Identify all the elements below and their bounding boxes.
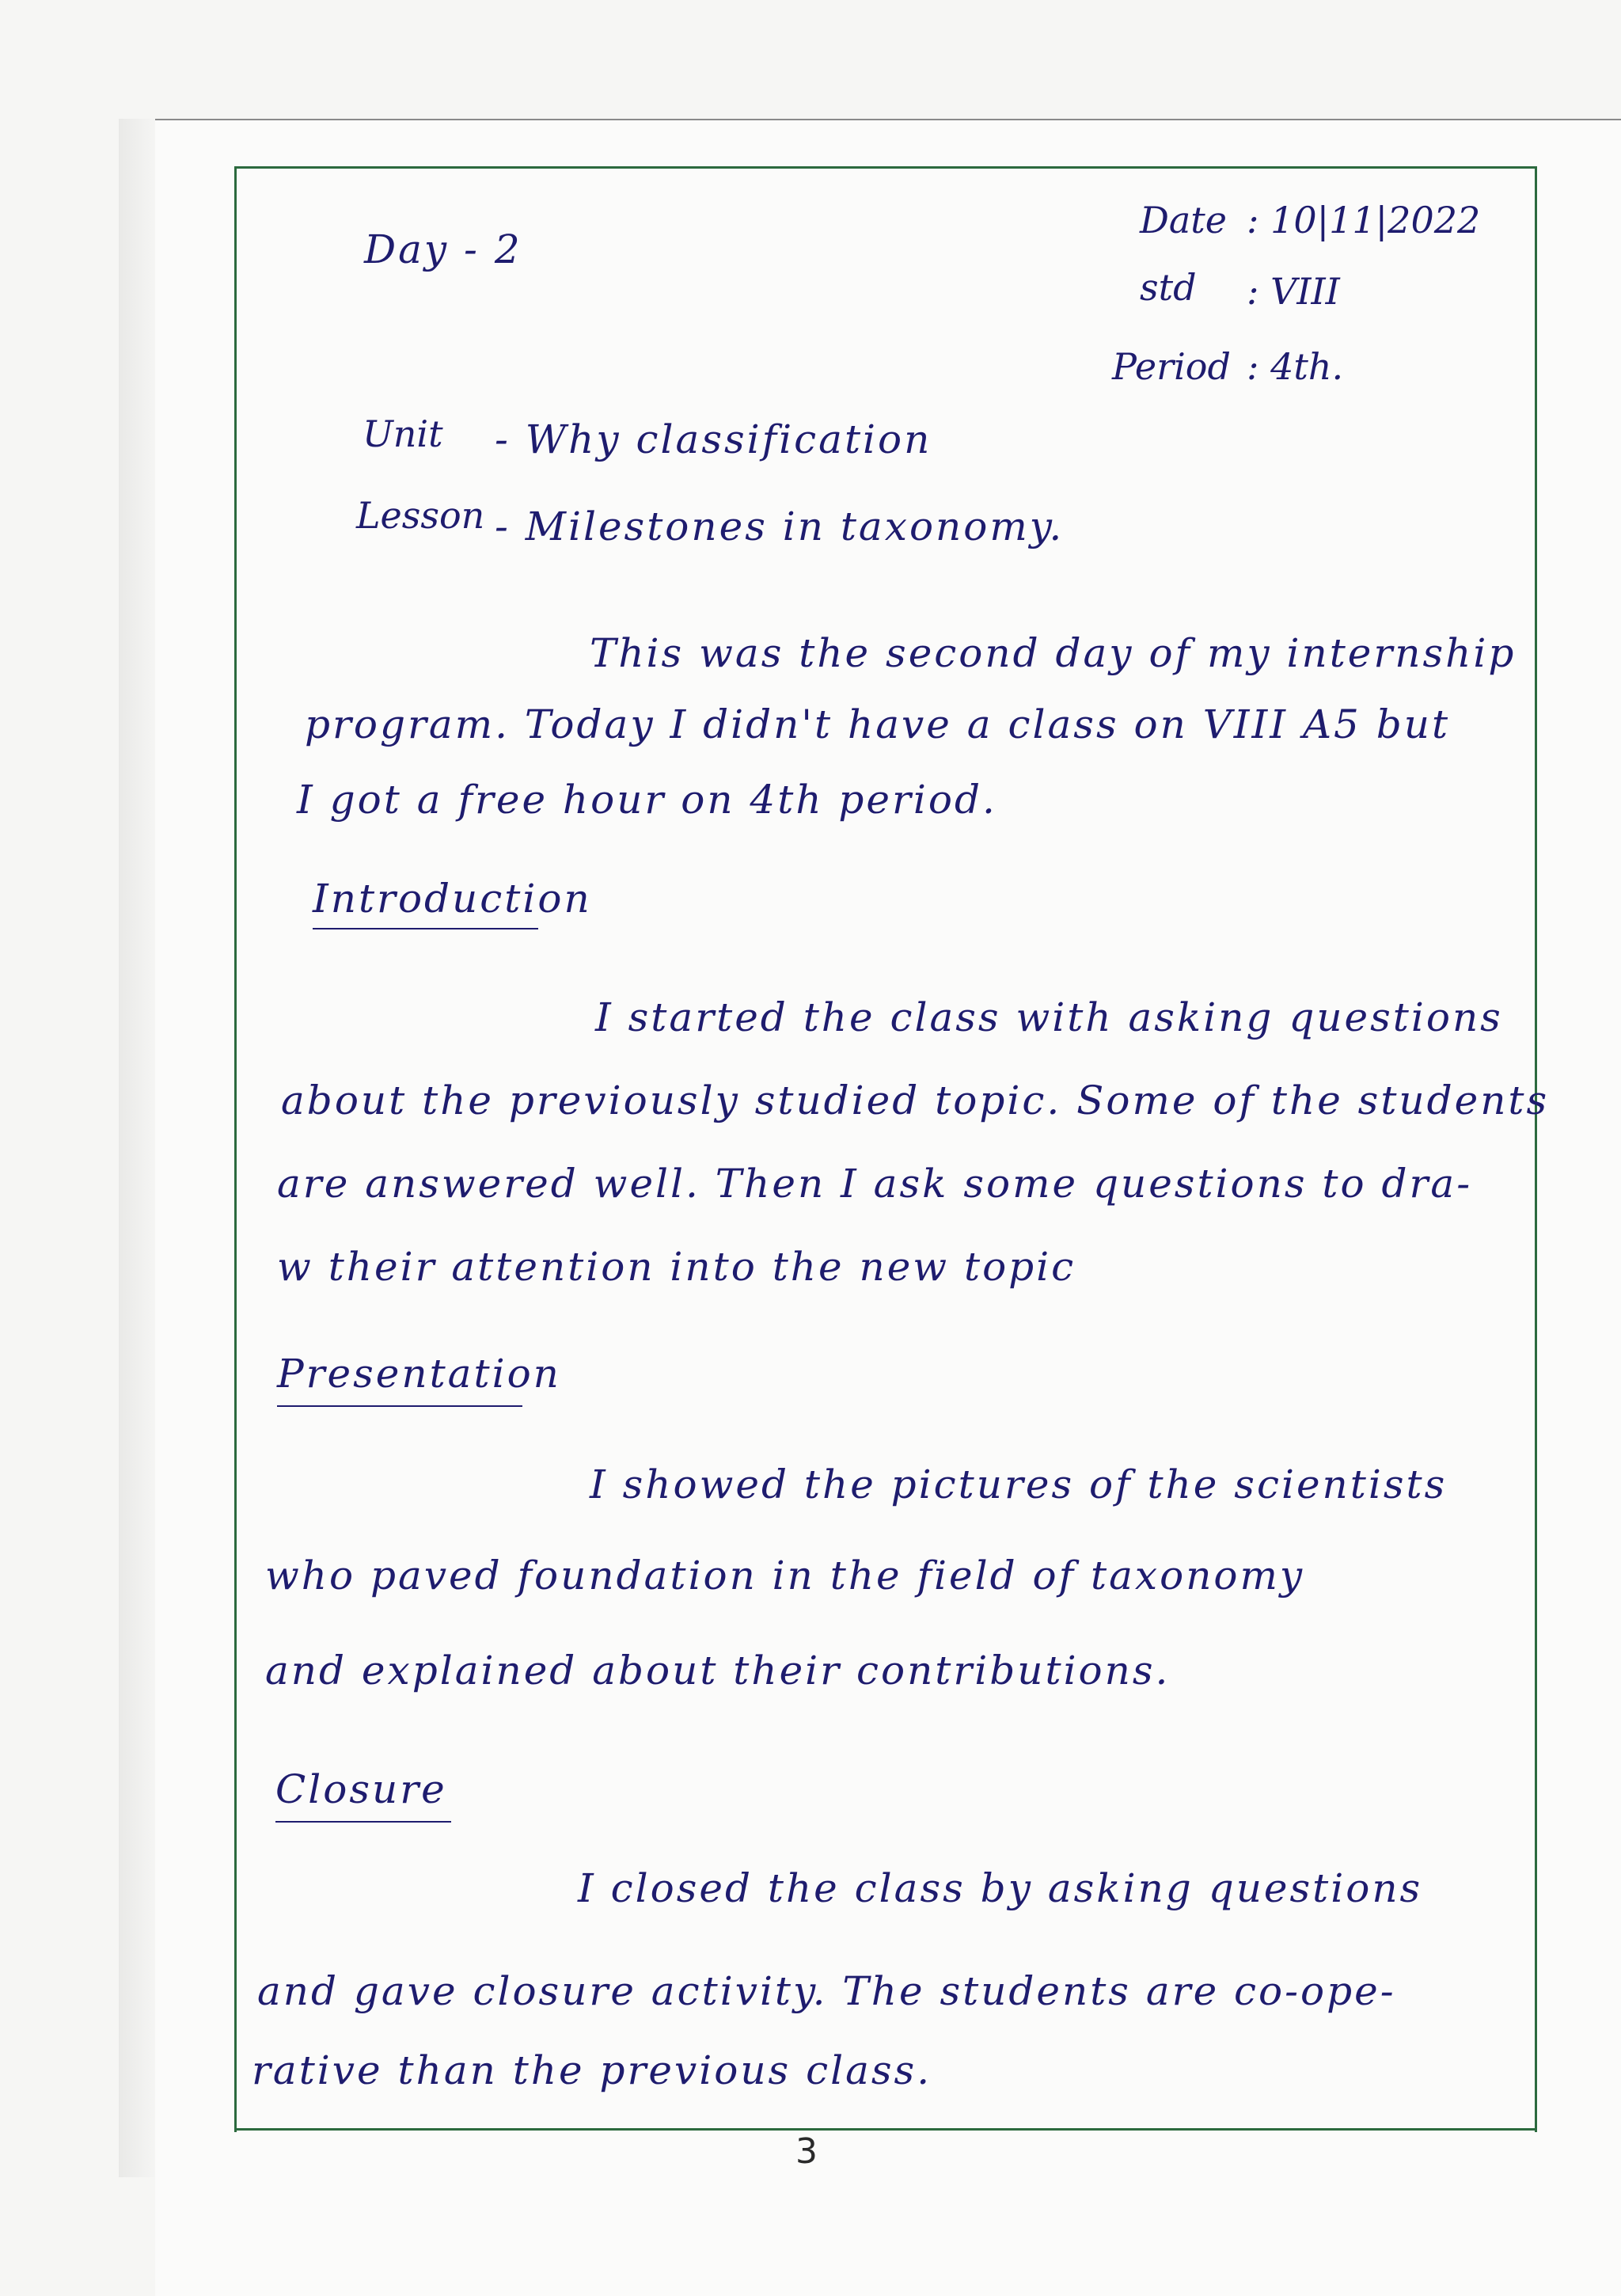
page-number: 3 bbox=[795, 2131, 818, 2172]
introduction-line-3: are answered well. Then I ask some questions to dra- bbox=[277, 1161, 1473, 1207]
unit-label: Unit bbox=[363, 412, 443, 455]
closure-line-1: I closed the class by asking questions bbox=[578, 1865, 1423, 1911]
std-label: std bbox=[1140, 266, 1197, 309]
introduction-underline bbox=[313, 928, 538, 929]
presentation-line-1: I showed the pictures of the scientists bbox=[590, 1462, 1448, 1507]
period-value: : 4th. bbox=[1247, 345, 1344, 388]
closure-line-2: and gave closure activity. The students are co-ope- bbox=[257, 1968, 1396, 2014]
page-margin-bottom-line bbox=[234, 2128, 1535, 2131]
closure-heading: Closure bbox=[275, 1766, 447, 1812]
lesson-value: - Milestones in taxonomy. bbox=[495, 504, 1065, 549]
introduction-line-1: I started the class with asking questions bbox=[595, 994, 1503, 1040]
introduction-line-2: about the previously studied topic. Some of the students bbox=[281, 1078, 1550, 1123]
presentation-underline bbox=[277, 1405, 522, 1407]
presentation-line-2: who paved foundation in the field of taxonomy bbox=[265, 1553, 1305, 1598]
unit-value: - Why classification bbox=[495, 416, 932, 462]
opening-line-2: program. Today I didn't have a class on VIII A5 but bbox=[305, 701, 1451, 747]
presentation-line-3: and explained about their contributions. bbox=[265, 1648, 1171, 1693]
date-value: : 10|11|2022 bbox=[1247, 199, 1481, 241]
closure-line-3: rative than the previous class. bbox=[252, 2047, 932, 2093]
lesson-label: Lesson bbox=[356, 494, 485, 537]
presentation-heading: Presentation bbox=[277, 1351, 561, 1397]
date-label: Date bbox=[1140, 199, 1228, 241]
closure-underline bbox=[275, 1821, 451, 1823]
opening-line-3: I got a free hour on 4th period. bbox=[297, 777, 997, 823]
introduction-line-4: w their attention into the new topic bbox=[277, 1244, 1076, 1290]
opening-line-1: This was the second day of my internship bbox=[590, 630, 1517, 676]
introduction-heading: Introduction bbox=[313, 876, 592, 922]
period-label: Period bbox=[1112, 345, 1231, 388]
day-label: Day - 2 bbox=[364, 226, 522, 272]
std-value: : VIII bbox=[1247, 270, 1340, 313]
